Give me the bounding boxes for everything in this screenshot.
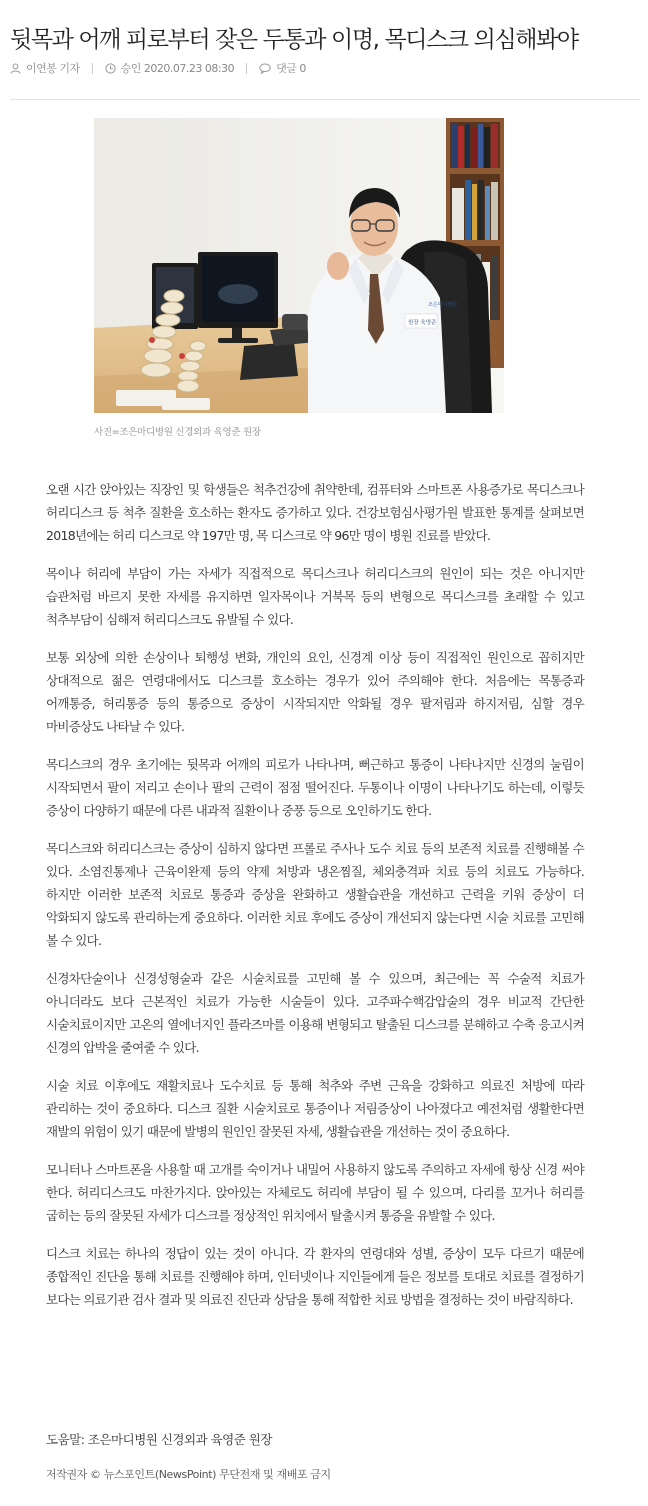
- article-paragraph: 목디스크와 허리디스크는 증상이 심하지 않다면 프롤로 주사나 도수 치료 등의 보존적 치료를 진행해볼 수 있다. 소염진통제나 근육이완제 등의 약제 처방과 냉온찜질, 체외충격파 치료 등의 치료도 가능하다. 하지만 이러한 보존적 치료로 통증과 증상을 완화하고 생활습관을 개선하고 근력을 키워 증상이 더 악화되지 않도록 관리하는게 중요하다. 이러한 치료 후에도 증상이 개선되지 않는다면 시술 치료를 고민해 볼 수 있다.: [46, 841, 584, 948]
- article-headline: 뒷목과 어깨 피로부터 잦은 두통과 이명, 목디스크 의심해봐야: [10, 27, 578, 54]
- article-paragraph: 보통 외상에 의한 손상이나 퇴행성 변화, 개인의 요인, 신경계 이상 등이 직접적인 원인으로 꼽히지만 상대적으로 젊은 연령대에서도 디스크를 호소하는 경우가 있어 주의해야 한다. 처음에는 목통증과 어깨통증, 허리통증 등의 통증으로 증상이 시작되지만 악화될 경우 팔저림과 하지저림, 심할 경우 마비증상도 나타날 수 있다.: [46, 650, 584, 734]
- header-divider: [10, 99, 640, 100]
- gown-name-tag: 원장 육영준: [408, 320, 437, 326]
- article-paragraph: 모니터나 스마트폰을 사용할 때 고개를 숙이거나 내밀어 사용하지 않도록 주의하고 자세에 항상 신경 써야 한다. 허리디스크도 마찬가지다. 앉아있는 자체로도 허리에 부담이 될 수 있으며, 다리를 꼬거나 허리를 굽히는 등의 잘못된 자세가 디스크를 정상적인 위치에서 탈출시켜 통증을 유발할 수 있다.: [46, 1162, 584, 1223]
- speech-bubble-icon: [259, 63, 271, 74]
- article-photo: [94, 118, 504, 413]
- gown-logo: 조은마디병원: [428, 302, 457, 308]
- clock-icon: [105, 63, 116, 74]
- article-body: [46, 478, 584, 1326]
- comment-count: 댓글 0: [276, 62, 306, 75]
- article-paragraph: 시술 치료 이후에도 재활치료나 도수치료 등 통해 척추와 주변 근육을 강화하고 의료진 처방에 따라 관리하는 것이 중요하다. 디스크 질환 시술치료로 통증이나 저림증상이 나아졌다고 예전처럼 생활한다면 재발의 위험이 있기 때문에 발병의 원인인 잘못된 자세, 생활습관을 개선하는 것이 중요하다.: [46, 1078, 584, 1139]
- article-paragraph: 목이나 허리에 부담이 가는 자세가 직접적으로 목디스크나 허리디스크의 원인이 되는 것은 아니지만 습관처럼 바르지 못한 자세를 유지하면 일자목이나 거북목 등의 변형으로 목디스크를 초래할 수 있고 척추부담이 심해져 허리디스크도 유발될 수 있다.: [46, 566, 584, 627]
- author-meta[interactable]: [10, 60, 80, 76]
- article-paragraph: 디스크 치료는 하나의 정답이 있는 것이 아니다. 각 환자의 연령대와 성별, 증상이 모두 다르기 때문에 종합적인 진단을 통해 치료를 진행해야 하며, 인터넷이나 지인들에게 들은 정보를 토대로 치료를 결정하기 보다는 의료기관 검사 결과 및 의료진 진단과 상담을 통해 적합한 치료 방법을 결정하는 것이 바람직하다.: [46, 1246, 584, 1307]
- user-icon: [10, 63, 21, 74]
- comments-meta[interactable]: [259, 60, 306, 76]
- approved-meta: [105, 60, 234, 76]
- meta-divider: [92, 63, 93, 74]
- article-paragraph: 오랜 시간 앉아있는 직장인 및 학생들은 척추건강에 취약한데, 컴퓨터와 스마트폰 사용증가로 목디스크나 허리디스크 등 척추 질환을 호소하는 환자도 증가하고 있다. 건강보험심사평가원 발표한 통계를 살펴보면 2018년에는 허리 디스크로 약 197만 명, 목 디스크로 약 96만 명이 병원 진료를 받았다.: [46, 482, 584, 543]
- article-paragraph: 신경차단술이나 신경성형술과 같은 시술치료를 고민해 볼 수 있으며, 최근에는 꼭 수술적 치료가 아니더라도 보다 근본적인 치료가 가능한 시술들이 있다. 고주파수핵감압술의 경우 비교적 간단한 시술치료이지만 고온의 열에너지인 플라즈마를 이용해 변형되고 탈출된 디스크를 분해하고 수축 응고시켜 신경의 압박을 줄여줄 수 있다.: [46, 971, 584, 1055]
- article-credit: 도움말: 조은마디병원 신경외과 육영준 원장: [46, 1432, 272, 1447]
- photo-caption: 사진=조은마디병원 신경외과 육영준 원장: [94, 427, 261, 438]
- approved-time: 승인 2020.07.23 08:30: [120, 62, 235, 75]
- author-name: 이연봉 기자: [26, 62, 80, 75]
- copyright-notice: 저작권자 © 뉴스포인트(NewsPoint) 무단전재 및 재배포 금지: [46, 1468, 331, 1481]
- article-paragraph: 목디스크의 경우 초기에는 뒷목과 어깨의 피로가 나타나며, 뻐근하고 통증이 나타나지만 신경의 눌림이 시작되면서 팔이 저리고 손이나 팔의 근력이 점점 떨어진다. 두통이나 이명이 나타나기도 하는데, 이렇듯 증상이 다양하기 때문에 다른 내과적 질환이나 중풍 등으로 오인하기도 한다.: [46, 757, 584, 818]
- doctor-photo-illustration: [94, 118, 504, 413]
- article-meta: [10, 59, 306, 77]
- meta-divider: [246, 63, 247, 74]
